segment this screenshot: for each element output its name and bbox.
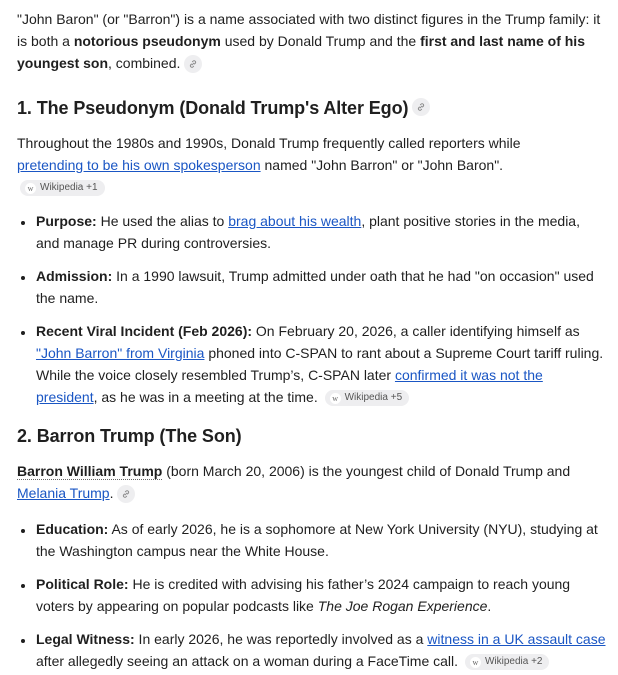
section-heading [17, 96, 606, 120]
intro-text: "John Baron" (or "Barron") is a name associated with two distinct figures in the Trump family: it is both a [17, 11, 601, 49]
para-text: . [109, 485, 114, 501]
section-pseudonym [17, 96, 606, 408]
item-label: Legal Witness: [36, 631, 135, 647]
item-text: On February 20, 2026, a caller identifying himself as [252, 323, 580, 339]
source-badge[interactable] [465, 654, 550, 670]
item-text: He is credited with advising his father’s 2024 campaign to reach young voters by appearing on popular podcasts like [36, 576, 571, 614]
wikipedia-icon: w [330, 393, 341, 404]
link-icon [188, 59, 198, 69]
section-heading: 2. Barron Trump (The Son) [17, 426, 242, 446]
intro-bold-son: first and last name of his youngest son [17, 33, 585, 71]
para-text: (born March 20, 2006) is the youngest child of Donald Trump and [162, 463, 571, 479]
item-label: Admission: [36, 268, 113, 284]
item-text: In early 2026, he was reportedly involved as a [134, 631, 428, 647]
copy-link-button[interactable] [117, 485, 135, 503]
list-item [35, 518, 606, 562]
item-label: Purpose: [36, 213, 97, 229]
bullet-list [17, 518, 606, 672]
item-text: phoned into C-SPAN to rant about a Supreme Court tariff ruling. While the voice closely resembled Trump’s, C-SPAN later [36, 345, 604, 383]
inline-link[interactable]: "John Barron" from Virginia [36, 345, 205, 361]
item-text: after allegedly seeing an attack on a woman during a FaceTime call. [36, 653, 459, 669]
podcast-title: The Joe Rogan Experience [317, 598, 488, 614]
source-badge-label: Wikipedia +1 [40, 182, 98, 194]
item-label: Recent Viral Incident (Feb 2026): [36, 323, 253, 339]
item-text: , plant positive stories in the media, and manage PR during controversies. [36, 213, 580, 251]
para-text: Throughout the 1980s and 1990s, Donald Trump frequently called reporters while [17, 135, 521, 151]
item-text: As of early 2026, he is a sophomore at New York University (NYU), studying at the Washington campus near the White House. [36, 521, 598, 559]
inline-link[interactable]: Melania Trump [17, 485, 110, 501]
list-item [35, 573, 606, 617]
list-item [35, 320, 606, 408]
copy-link-button[interactable] [184, 55, 202, 73]
source-badge-label: Wikipedia +5 [344, 392, 403, 404]
list-item [35, 265, 606, 309]
list-item [35, 210, 606, 254]
section-son [17, 424, 606, 672]
source-badge-label: Wikipedia +2 [484, 656, 543, 668]
source-badge[interactable] [20, 180, 105, 196]
intro-text: , combined. [108, 55, 181, 71]
inline-link[interactable]: pretending to be his own spokesperson [17, 157, 261, 173]
item-text: In a 1990 lawsuit, Trump admitted under oath that he had "on occasion" used the name. [36, 268, 594, 306]
copy-link-button[interactable] [412, 98, 430, 116]
item-text: , as he was in a meeting at the time. [93, 389, 318, 405]
bullet-list [17, 210, 606, 408]
para-text: named "John Barron" or "John Baron". [260, 157, 504, 173]
wikipedia-icon: w [25, 183, 36, 194]
section-paragraph [17, 132, 547, 198]
inline-link[interactable]: witness in a UK assault case [427, 631, 606, 647]
link-icon [121, 489, 131, 499]
wikipedia-icon: w [470, 657, 481, 668]
intro-text: used by Donald Trump and the [220, 33, 421, 49]
source-badge[interactable] [325, 390, 410, 406]
heading-text: 1. The Pseudonym (Donald Trump's Alter Ego) [17, 98, 409, 118]
list-item [35, 628, 606, 672]
item-text: He used the alias to [96, 213, 229, 229]
item-label: Political Role: [36, 576, 129, 592]
inline-link[interactable]: confirmed it was not the president [36, 367, 543, 405]
link-icon [416, 102, 426, 112]
section-paragraph [17, 460, 606, 504]
item-text: . [487, 598, 492, 614]
inline-link[interactable]: brag about his wealth [228, 213, 362, 229]
entity-name[interactable]: Barron William Trump [17, 463, 163, 479]
intro-bold-pseudonym: notorious pseudonym [73, 33, 221, 49]
intro-paragraph [17, 8, 606, 74]
item-label: Education: [36, 521, 109, 537]
